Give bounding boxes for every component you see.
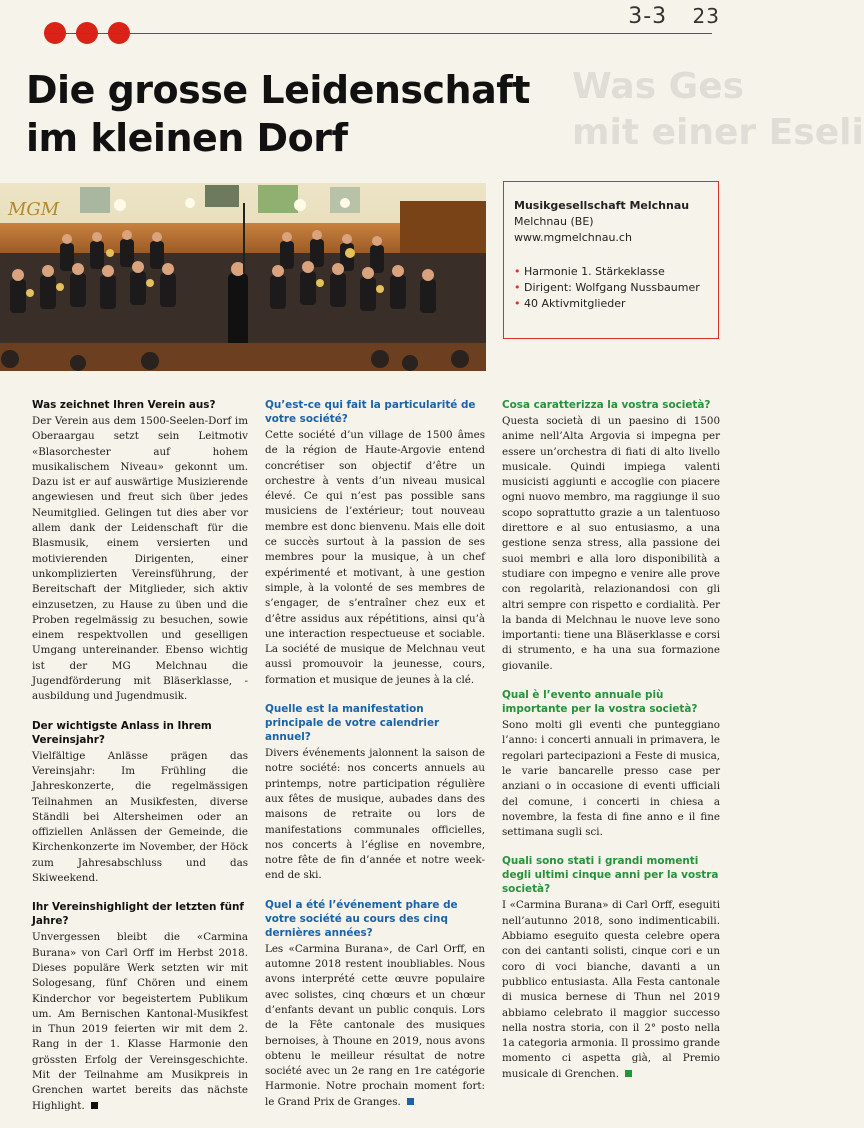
question-heading: Quel a été l’événement phare de votre société au cours des cinq dernières années? — [265, 898, 458, 939]
french-column — [265, 398, 485, 1124]
italian-column — [502, 398, 720, 1096]
club-website[interactable]: www.mgmelchnau.ch — [514, 231, 632, 244]
answer-text: Questa società di un paesino di 1500 anime nell’Alta Argovia si impegna per essere un’orchestra di fiati di alto livello musicale. Quindi impiega valenti musicisti aggiunti e accoglie con piacere ogni nuovo membro, ma raggiunge il suo scopo soprattutto grazie a un talentuoso direttore e al suo entusiasmo, a una gestione senza stress, alla passione dei suoi membri e alla loro disponibilità a studiare con impegno e venire alle prove con regolarità, relazionandosi con gli altri sempre con rispetto e cordialità. Per la banda di Melchnau le nuove leve sono importanti: tiene una Bläserklasse e corsi di strumento, e ha una sua formazione giovanile. — [502, 415, 720, 672]
page-title — [26, 66, 546, 162]
header-rule — [44, 33, 712, 34]
answer-text: Sono molti gli eventi che punteggiano l’anno: i concerti annuali in primavera, le regolari partecipazioni a Feste di musica, le varie bancarelle presso case per anziani o in occasione di eventi ufficiali del comune, i concerti in chiesa a novembre, la festa di fine anno e il fine settimana sugli sci. — [502, 719, 720, 839]
question-heading: Cosa caratterizza la vostra società? — [502, 399, 711, 411]
page-number: 23 — [692, 4, 720, 28]
question-heading: Quelle est la manifestation principale de votre calendrier annuel? — [265, 703, 440, 744]
club-location: Melchnau (BE) — [514, 215, 594, 228]
german-column — [32, 398, 248, 1128]
logo-mgm: MGM — [8, 199, 60, 220]
decorative-dots — [44, 22, 144, 46]
answer-text: Cette société d’un village de 1500 âmes de la région de Haute-Argovie entend concrétiser son objectif d’être un orchestre à vents d’un niveau musical élevé. Ce qui n’est pas possible sans musiciens de l’extérieur; tout nouveau membre est donc bienvenu. Mais elle doit ce succès surtout à la passion de ses membres pour la musique, à un chef expérimenté et motivant, à une gestion simple, à la volonté de ses membres de s’engager, de s’entraîner chez eux et d’être assidus aux répétitions, ainsi qu’à une interaction respectueuse et sociable. La société de musique de Melchnau veut aussi promouvoir la jeunesse, cours, formation et musique de jeunes à la clé. — [265, 429, 485, 686]
fact-item: • Dirigent: Wolfgang Nussbaumer — [514, 280, 708, 296]
bleed-through-text: Was Ges mit einer Eseli — [572, 66, 864, 153]
club-facts — [514, 264, 708, 312]
question-heading: Der wichtigste Anlass in Ihrem Vereinsjahr? — [32, 719, 212, 746]
title-line-1: Die grosse Leidenschaft — [26, 68, 530, 112]
question-heading: Qu’est-ce qui fait la particularité de votre société? — [265, 399, 476, 425]
fact-item: • Harmonie 1. Stärkeklasse — [514, 264, 708, 280]
answer-text: Vielfältige Anlässe prägen das Vereinsjahr: Im Frühling die Jahreskonzerte, die regelmässigen Teilnahmen an Musikfesten, diverse Ständli bei Altersheimen oder an offiziellen Anlässen der Gemeinde, die Kirchenkonzerte im November, der Höck zum Jahresabschluss und das Skiweekend. — [32, 749, 248, 885]
question-heading: Was zeichnet Ihren Verein aus? — [32, 399, 216, 411]
page-header — [628, 4, 720, 29]
question-heading: Quali sono stati i grandi momenti degli ultimi cinque anni per la vostra società? — [502, 855, 719, 896]
question-heading: Ihr Vereinshighlight der letzten fünf Jahre? — [32, 901, 244, 928]
club-name: Musikgesellschaft Melchnau — [514, 199, 690, 212]
issue-number: 3-3 — [628, 4, 668, 29]
answer-text: Les «Carmina Burana», de Carl Orff, en automne 2018 restent inoubliables. Nous avons interprété cette œuvre populaire avec solistes, cinq chœurs et un chœur d’enfants devant un public conquis. Lors de la Fête cantonale des musiques bernoises, à Thoune en 2019, nous avons obtenu le meilleur résultat de notre société avec un 2e rang en 1re catégorie Harmonie. Notre prochain moment fort: le Grand Prix de Granges. — [265, 942, 485, 1108]
club-info-box — [503, 181, 719, 339]
band-photo — [0, 183, 486, 371]
end-mark — [407, 1098, 414, 1105]
fact-item: • 40 Aktivmitglieder — [514, 296, 708, 312]
title-line-2: im kleinen Dorf — [26, 116, 348, 160]
end-mark — [625, 1070, 632, 1077]
answer-text: Unvergessen bleibt die «Carmina Burana» von Carl Orff im Herbst 2018. Dieses populäre Werk setzten wir mit Sologesang, fünf Chören und einem Kinderchor vor begeistertem Publikum um. Am Bernischen Kantonal-Musikfest in Thun 2019 feierten wir mit dem 2. Rang in der 1. Klasse Harmonie den grössten Erfolg der Vereinsgeschichte. Mit der Teilnahme am Musikpreis in Grenchen wartet bereits das nächste Highlight. — [32, 931, 248, 1112]
question-heading: Qual è l’evento annuale più importante per la vostra società? — [502, 689, 698, 716]
answer-text: Der Verein aus dem 1500-Seelen-Dorf im Oberaargau setzt sein Leitmotiv «Blasorchester auf hohem musikalischem Niveau» gekonnt um. Dazu ist er auf auswärtige Musizierende angewiesen und freut sich über jedes Neumitglied. Gelingen tut dies aber vor allem dank der Leidenschaft für die Blasmusik, einem versierten und motivierenden Dirigenten, einer unkomplizierten Vereinsführung, der Bereitschaft der Mitglieder, sich aktiv einzusetzen, zu Hause zu üben und die Proben regelmässig zu besuchen, sowie einem respektvollen und geselligen Umgang untereinander. Ebenso wichtig ist der MG Melchnau die Jugendförderung mit Bläserklasse, -ausbildung und Jugendmusik. — [32, 415, 248, 703]
answer-text: Divers événements jalonnent la saison de notre société: nos concerts annuels au printemps, notre participation régulière aux fêtes de musique, aubades dans des maisons de retraite ou lors de manifestations communales officielles, nos concerts à l’église en novembre, notre fête de fin d’année et notre week-end de ski. — [265, 747, 485, 882]
answer-text: I «Carmina Burana» di Carl Orff, eseguiti nell’autunno 2018, sono indimenticabili. Abbiamo eseguito questa celebre opera con dei cantanti solisti, cinque cori e un coro di voci bianche, davanti a un pubblico entusiasta. Alla Festa cantonale di musica bernese di Thun nel 2019 abbiamo celebrato il maggior successo nella nostra storia, con il 2° posto nella 1a categoria armonia. Il prossimo grande momento ci aspetta già, al Premio musicale di Grenchen. — [502, 899, 720, 1080]
end-mark — [91, 1102, 98, 1109]
